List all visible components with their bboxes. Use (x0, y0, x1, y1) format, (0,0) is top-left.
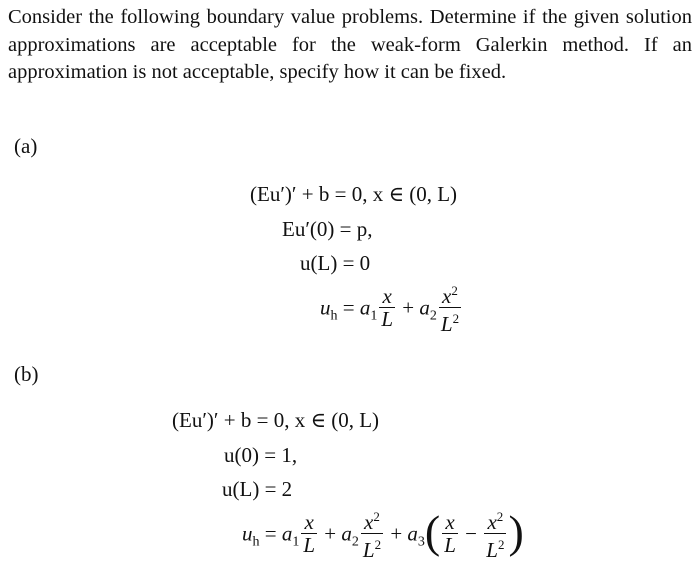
a1-coef: a (281, 521, 293, 546)
fraction-x2-over-L2 (361, 506, 383, 561)
part-b-approximation (242, 508, 524, 563)
part-b-label: (b) (14, 362, 39, 386)
part-a-bc2: u(L) = 0 (300, 251, 371, 275)
frac-numerator: x (304, 510, 314, 534)
part-b-bc1: u(0) = 1, (224, 443, 298, 467)
uh-subscript: h (330, 308, 338, 324)
fraction-x2-over-L2 (439, 280, 461, 335)
uh-symbol: u (320, 295, 331, 320)
a2-subscript: 2 (429, 308, 437, 324)
uh-subscript: h (252, 534, 260, 550)
part-a-approximation (320, 282, 463, 337)
a3-subscript: 3 (417, 534, 425, 550)
fraction-x-over-L (301, 511, 317, 556)
a1-coef: a (359, 295, 371, 320)
fraction-x-over-L-inner (442, 511, 458, 556)
equals-sign: = (264, 521, 277, 546)
frac-numerator: x (445, 510, 455, 534)
part-a-bc1: Eu′(0) = p, (282, 217, 373, 241)
uh-symbol: u (242, 521, 253, 546)
plus-sign-2: + (390, 521, 403, 546)
a1-subscript: 1 (292, 534, 300, 550)
plus-sign: + (324, 521, 337, 546)
frac-denominator: $L^2$ (361, 533, 383, 561)
a1-subscript: 1 (370, 308, 378, 324)
a2-subscript: 2 (351, 534, 359, 550)
a2-coef: a (341, 521, 352, 546)
problem-statement: Consider the following boundary value problems. Determine if the given solution approximations are acceptable for the weak-form Galerkin method. If an approximation is not acceptable, specify how it can be fixed. (8, 6, 692, 83)
part-a-ode: (Eu′)′ + b = 0, x ∈ (0, L) (250, 182, 458, 206)
frac-denominator: L (381, 307, 394, 331)
part-a-label: (a) (14, 134, 38, 158)
a2-coef: a (419, 295, 430, 320)
frac-denominator: L (303, 533, 316, 557)
equals-sign: = (342, 295, 355, 320)
fraction-x-over-L (379, 285, 395, 330)
frac-denominator: $L^2$ (484, 533, 506, 561)
frac-denominator: $L^2$ (439, 307, 461, 335)
frac-numerator: $x^2$ (442, 283, 458, 308)
fraction-x2-over-L2-inner (484, 506, 506, 561)
left-paren: ( (424, 506, 441, 557)
frac-numerator: $x^2$ (364, 509, 380, 534)
part-b-bc2: u(L) = 2 (222, 477, 293, 501)
a3-coef: a (407, 521, 418, 546)
right-paren: ) (508, 506, 524, 557)
minus-sign: − (465, 521, 478, 546)
frac-numerator: $x^2$ (487, 509, 504, 534)
frac-numerator: x (382, 284, 392, 308)
plus-sign: + (402, 295, 415, 320)
part-b-ode: (Eu′)′ + b = 0, x ∈ (0, L) (172, 408, 380, 432)
frac-denominator: L (444, 533, 456, 557)
